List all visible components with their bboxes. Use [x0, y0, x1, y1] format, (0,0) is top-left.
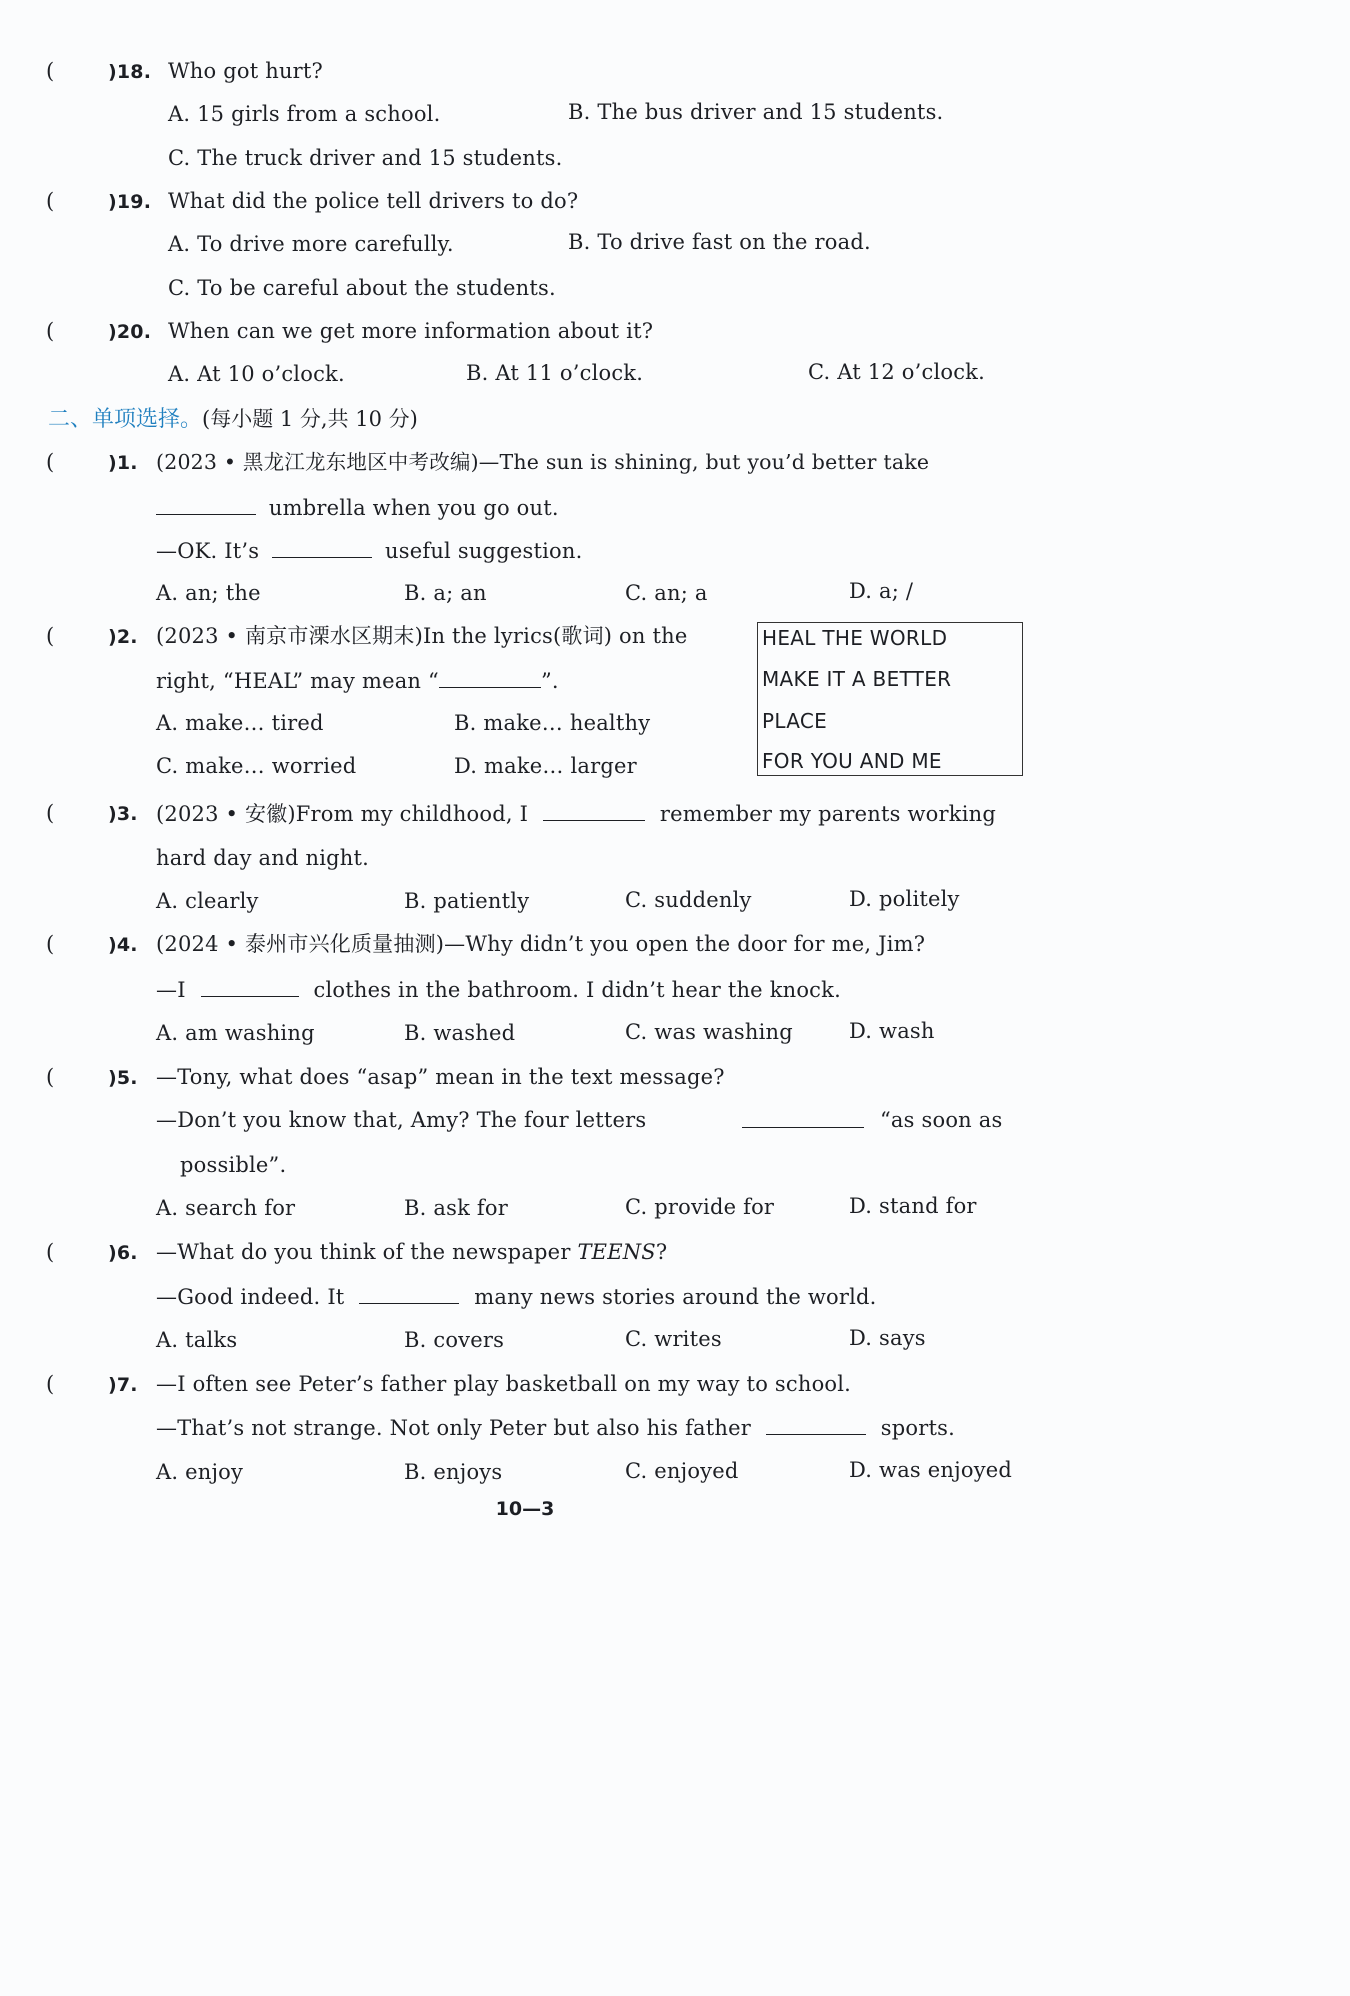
question-number-6: )6.: [108, 1242, 138, 1264]
question-5-line-1: —Tony, what does “asap” mean in the text message?: [156, 1065, 725, 1089]
question-number-19: )19.: [108, 191, 152, 213]
lyrics-box: [757, 622, 1023, 776]
option-3-d[interactable]: D. politely: [849, 887, 960, 911]
option-1-a[interactable]: A. an; the: [156, 581, 261, 605]
option-20-c[interactable]: C. At 12 o’clock.: [808, 360, 985, 384]
option-7-d[interactable]: D. was enjoyed: [849, 1458, 1013, 1482]
option-7-b[interactable]: B. enjoys: [404, 1460, 503, 1484]
question-2-line-1: (2023 • 南京市溧水区期末)In the lyrics(歌词) on the: [156, 624, 688, 648]
option-2-b[interactable]: B. make… healthy: [454, 711, 651, 735]
option-4-d[interactable]: D. wash: [849, 1019, 935, 1043]
question-number-1: )1.: [108, 452, 138, 474]
option-5-a[interactable]: A. search for: [156, 1196, 296, 1220]
answer-blank[interactable]: [742, 1107, 864, 1128]
answer-paren-7[interactable]: (: [46, 1372, 55, 1396]
question-stem-19: What did the police tell drivers to do?: [168, 189, 579, 213]
answer-blank[interactable]: [201, 976, 299, 997]
question-number-18: )18.: [108, 61, 152, 83]
answer-blank[interactable]: [156, 494, 256, 515]
answer-paren-3[interactable]: (: [46, 801, 55, 825]
option-5-b[interactable]: B. ask for: [404, 1196, 508, 1220]
option-1-d[interactable]: D. a; /: [849, 579, 914, 603]
option-7-a[interactable]: A. enjoy: [156, 1460, 244, 1484]
question-5-line-2b: “as soon as: [880, 1108, 1003, 1132]
option-4-b[interactable]: B. washed: [404, 1021, 516, 1045]
question-1-line-3: —OK. It’s useful suggestion.: [156, 539, 583, 563]
question-4-line-1: (2024 • 泰州市兴化质量抽测)—Why didn’t you open the door for me, Jim?: [156, 932, 926, 956]
option-2-d[interactable]: D. make… larger: [454, 754, 637, 778]
option-6-b[interactable]: B. covers: [404, 1328, 505, 1352]
question-6-line-1: —What do you think of the newspaper TEENS?: [156, 1240, 668, 1264]
question-1-line-2: umbrella when you go out.: [156, 494, 559, 521]
question-stem-18: Who got hurt?: [168, 59, 324, 83]
question-5-line-2a: —Don’t you know that, Amy? The four letters: [156, 1108, 647, 1132]
answer-blank[interactable]: [543, 800, 645, 821]
section-heading: [48, 404, 418, 435]
answer-blank[interactable]: [359, 1283, 459, 1304]
question-stem-20: When can we get more information about it?: [168, 319, 654, 343]
question-1-line-1: (2023 • 黑龙江龙东地区中考改编)—The sun is shining, but you’d better take: [156, 450, 930, 474]
answer-blank[interactable]: [439, 667, 541, 688]
answer-paren-20[interactable]: (: [46, 319, 55, 343]
question-number-20: )20.: [108, 321, 152, 343]
question-5-line-3: possible”.: [180, 1153, 287, 1177]
option-20-b[interactable]: B. At 11 o’clock.: [466, 361, 644, 385]
option-1-c[interactable]: C. an; a: [625, 581, 708, 605]
option-19-c[interactable]: C. To be careful about the students.: [168, 276, 556, 300]
question-number-3: )3.: [108, 803, 138, 825]
option-19-a[interactable]: A. To drive more carefully.: [168, 232, 454, 256]
question-7-line-2: —That’s not strange. Not only Peter but also his father sports.: [156, 1416, 955, 1440]
option-1-b[interactable]: B. a; an: [404, 581, 487, 605]
answer-blank[interactable]: [272, 537, 372, 558]
answer-paren-5[interactable]: (: [46, 1065, 55, 1089]
option-4-c[interactable]: C. was washing: [625, 1020, 793, 1044]
option-5-d[interactable]: D. stand for: [849, 1194, 977, 1218]
answer-paren-6[interactable]: (: [46, 1240, 55, 1264]
question-number-7: )7.: [108, 1374, 138, 1396]
option-6-d[interactable]: D. says: [849, 1326, 926, 1350]
answer-paren-19[interactable]: (: [46, 189, 55, 213]
answer-paren-4[interactable]: (: [46, 932, 55, 956]
question-4-line-2: —I clothes in the bathroom. I didn’t hear the knock.: [156, 978, 841, 1002]
question-5-blank: [742, 1107, 864, 1134]
lyrics-line-4: FOR YOU AND ME: [762, 749, 942, 773]
option-5-c[interactable]: C. provide for: [625, 1195, 775, 1219]
answer-paren-2[interactable]: (: [46, 624, 55, 648]
option-3-c[interactable]: C. suddenly: [625, 888, 752, 912]
option-20-a[interactable]: A. At 10 o’clock.: [168, 362, 345, 386]
option-3-a[interactable]: A. clearly: [156, 889, 259, 913]
answer-blank[interactable]: [766, 1414, 866, 1435]
question-number-2: )2.: [108, 626, 138, 648]
option-4-a[interactable]: A. am washing: [156, 1021, 315, 1045]
lyrics-line-2: MAKE IT A BETTER: [762, 667, 952, 691]
question-3-line-1: (2023 • 安徽)From my childhood, I remember my parents working: [156, 802, 996, 826]
lyrics-line-1: HEAL THE WORLD: [762, 626, 948, 650]
option-6-c[interactable]: C. writes: [625, 1327, 722, 1351]
option-18-c[interactable]: C. The truck driver and 15 students.: [168, 146, 563, 170]
section-score-info: (每小题 1 分,共 10 分): [202, 407, 418, 431]
answer-paren-18[interactable]: (: [46, 59, 55, 83]
page-number: 10—3: [495, 1498, 555, 1520]
option-19-b[interactable]: B. To drive fast on the road.: [568, 230, 871, 254]
question-3-line-2: hard day and night.: [156, 846, 369, 870]
section-title: 二、单项选择。: [48, 407, 203, 432]
option-18-a[interactable]: A. 15 girls from a school.: [168, 102, 441, 126]
option-3-b[interactable]: B. patiently: [404, 889, 530, 913]
lyrics-line-3: PLACE: [762, 709, 828, 733]
newspaper-title: TEENS: [577, 1240, 656, 1264]
question-number-5: )5.: [108, 1067, 138, 1089]
question-2-line-2: right, “HEAL” may mean “ ”.: [156, 669, 559, 693]
option-7-c[interactable]: C. enjoyed: [625, 1459, 739, 1483]
question-6-line-2: —Good indeed. It many news stories around the world.: [156, 1285, 877, 1309]
answer-paren-1[interactable]: (: [46, 450, 55, 474]
option-18-b[interactable]: B. The bus driver and 15 students.: [568, 100, 944, 124]
question-7-line-1: —I often see Peter’s father play basketball on my way to school.: [156, 1372, 852, 1396]
option-2-c[interactable]: C. make… worried: [156, 754, 357, 778]
question-number-4: )4.: [108, 934, 138, 956]
option-2-a[interactable]: A. make… tired: [156, 711, 324, 735]
option-6-a[interactable]: A. talks: [156, 1328, 238, 1352]
